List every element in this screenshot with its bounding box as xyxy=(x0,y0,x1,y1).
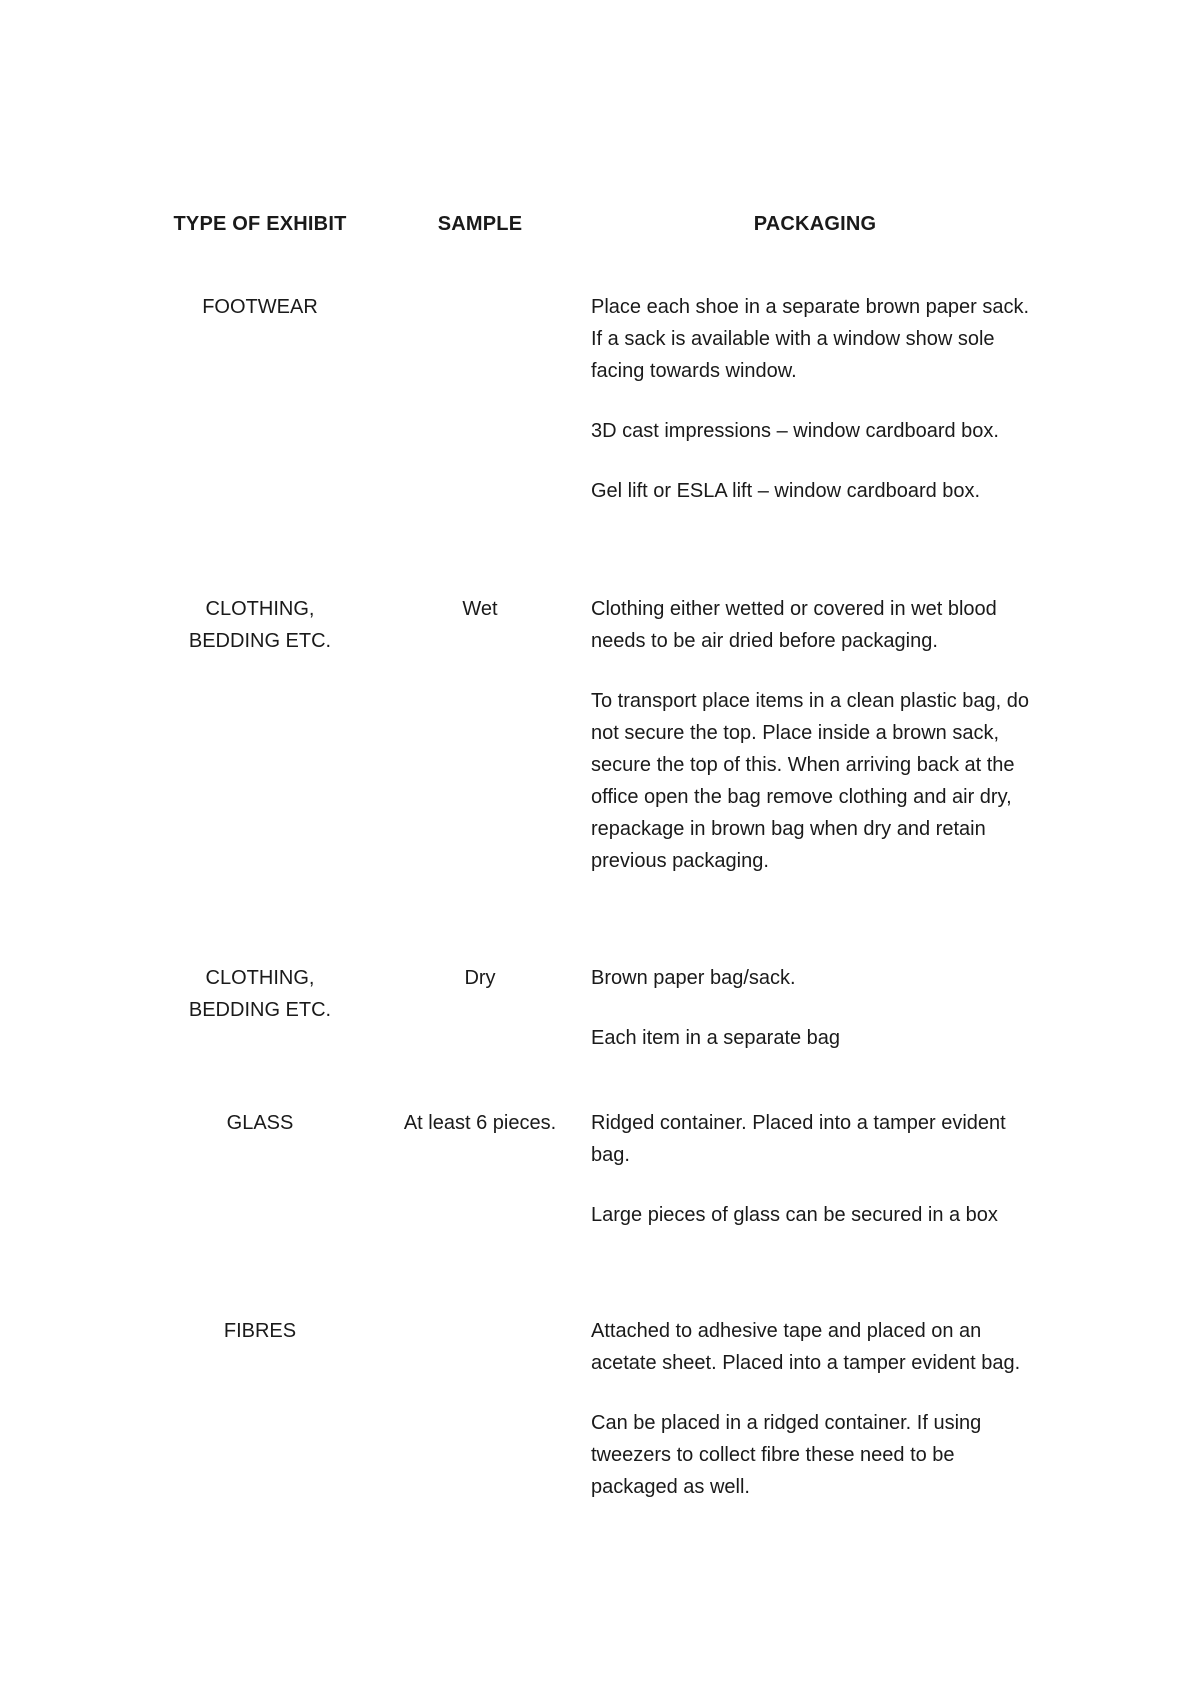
packaging-cell xyxy=(591,1315,1041,1503)
packaging-paragraph: Gel lift or ESLA lift – window cardboard box. xyxy=(591,480,981,502)
exhibit-type-line: CLOTHING, xyxy=(205,598,315,620)
packaging-paragraph: Ridged container. Placed into a tamper evident bag. xyxy=(591,1112,1006,1166)
packaging-paragraph: Place each shoe in a separate brown paper sack. If a sack is available with a window show sole facing towards window. xyxy=(591,296,1030,382)
packaging-cell xyxy=(591,962,1041,1054)
packaging-paragraph: Each item in a separate bag xyxy=(591,1027,841,1049)
packaging-paragraph: To transport place items in a clean plastic bag, do not secure the top. Place inside a brown sack, secure the top of this. When arriving back at the office open the bag remove clothing and air dry, repackage in brown bag when dry and retain previous packaging. xyxy=(591,690,1030,872)
exhibit-type-line: FOOTWEAR xyxy=(202,296,318,318)
exhibit-type-line: GLASS xyxy=(226,1112,294,1134)
packaging-cell xyxy=(591,1107,1041,1231)
exhibit-type-cell xyxy=(160,962,360,1026)
packaging-paragraph: Attached to adhesive tape and placed on an acetate sheet. Placed into a tamper evident bag. xyxy=(591,1320,1021,1374)
sample-cell: Wet xyxy=(462,598,498,620)
exhibit-type-line: FIBRES xyxy=(223,1320,297,1342)
packaging-paragraph: 3D cast impressions – window cardboard box. xyxy=(591,420,999,442)
packaging-paragraph: Large pieces of glass can be secured in a box xyxy=(591,1204,998,1226)
exhibit-type-cell xyxy=(160,291,360,323)
packaging-paragraph: Can be placed in a ridged container. If using tweezers to collect fibre these need to be packaged as well. xyxy=(591,1412,982,1498)
packaging-paragraph: Brown paper bag/sack. xyxy=(591,967,796,989)
header-sample: SAMPLE xyxy=(437,213,523,235)
packaging-paragraph: Clothing either wetted or covered in wet blood needs to be air dried before packaging. xyxy=(591,598,997,652)
sample-cell: Dry xyxy=(464,967,496,989)
exhibit-type-line: BEDDING ETC. xyxy=(188,999,332,1021)
packaging-cell xyxy=(591,593,1041,877)
exhibit-type-cell xyxy=(160,1315,360,1347)
packaging-cell xyxy=(591,291,1041,507)
exhibit-type-line: BEDDING ETC. xyxy=(188,630,332,652)
table-header xyxy=(0,209,1200,239)
exhibit-type-cell xyxy=(160,1107,360,1139)
exhibit-type-cell xyxy=(160,593,360,657)
sample-cell: At least 6 pieces. xyxy=(403,1112,557,1134)
exhibit-type-line: CLOTHING, xyxy=(205,967,315,989)
header-type-of-exhibit: TYPE OF EXHIBIT xyxy=(173,213,347,235)
header-packaging: PACKAGING xyxy=(753,213,877,235)
